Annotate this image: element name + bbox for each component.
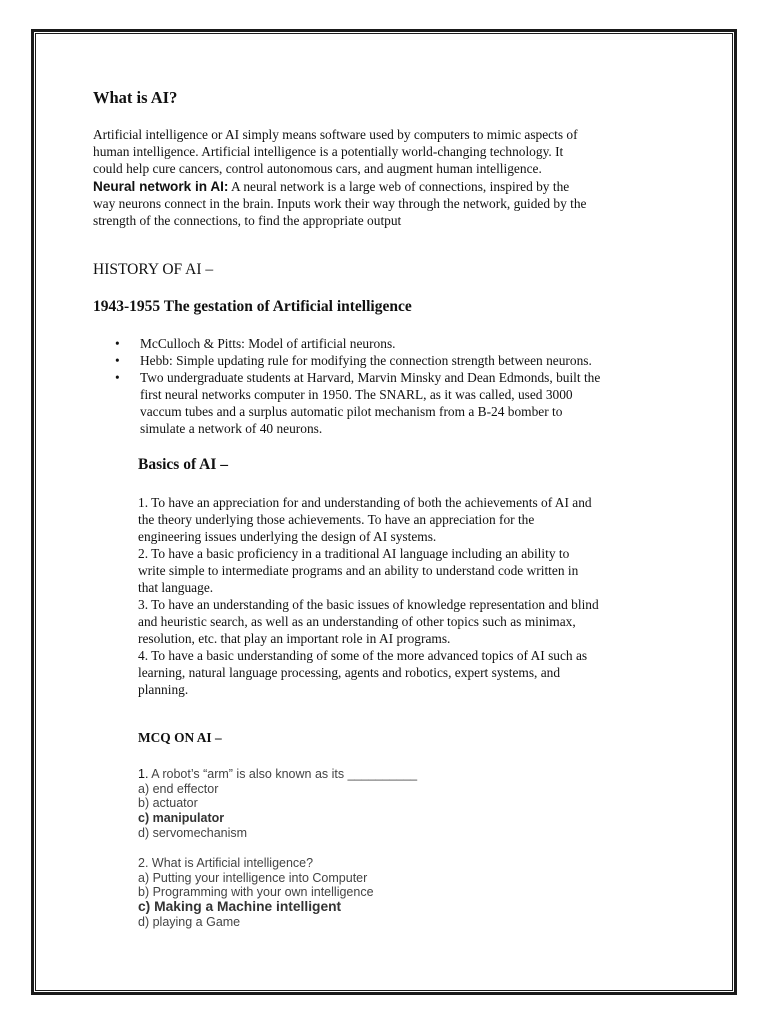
answer-option: a) Putting your intelligence into Computer — [138, 870, 368, 885]
basics-line: and heuristic search, as well as an understanding of other topics such as minimax, — [138, 614, 576, 629]
intro-line: could help cure cancers, control autonomous cars, and augment human intelligence. — [93, 161, 542, 176]
what-is-ai-heading: What is AI? — [93, 88, 178, 107]
answer-option: a) end effector — [138, 781, 219, 796]
basics-line: resolution, etc. that play an important role in AI programs. — [138, 631, 451, 646]
neural-line: way neurons connect in the brain. Inputs work their way through the network, guided by the — [93, 196, 587, 211]
mcq-heading: MCQ ON AI – — [138, 730, 222, 745]
answer-option-correct: c) manipulator — [138, 811, 225, 826]
history-heading: HISTORY OF AI – — [93, 261, 214, 278]
answer-option: b) Programming with your own intelligence — [138, 885, 374, 900]
question-text: 2. What is Artificial intelligence? — [138, 856, 314, 870]
bullet-line: Hebb: Simple updating rule for modifying the connection strength between neurons. — [140, 353, 592, 368]
neural-first-line — [93, 178, 678, 195]
basics-line: the theory underlying those achievements. To have an appreciation for the — [138, 512, 535, 527]
basics-line: learning, natural language processing, agents and robotics, expert systems, and — [138, 665, 561, 680]
basics-paragraph — [138, 494, 683, 698]
intro-paragraph — [93, 126, 663, 177]
neural-network-paragraph — [93, 178, 678, 229]
answer-option: d) servomechanism — [138, 825, 248, 840]
bullet-icon: • — [115, 353, 120, 368]
intro-line: Artificial intelligence or AI simply means software used by computers to mimic aspects of — [93, 127, 578, 142]
gestation-heading: 1943-1955 The gestation of Artificial intelligence — [93, 298, 412, 315]
basics-line: planning. — [138, 682, 189, 697]
bullet-icon: • — [115, 370, 120, 385]
basics-heading: Basics of AI – — [138, 456, 228, 473]
basics-line: write simple to intermediate programs and an ability to understand code written in — [138, 563, 579, 578]
basics-line: 3. To have an understanding of the basic issues of knowledge representation and blind — [138, 597, 599, 612]
mcq-question-2 — [138, 856, 658, 930]
neural-first-text: A neural network is a large web of connections, inspired by the — [228, 179, 570, 194]
bullet-line: simulate a network of 40 neurons. — [140, 421, 323, 436]
answer-option-correct: c) Making a Machine intelligent — [138, 899, 342, 915]
bullet-line: first neural networks computer in 1950. The SNARL, as it was called, used 3000 — [140, 387, 573, 402]
basics-line: 2. To have a basic proficiency in a traditional AI language including an ability to — [138, 546, 570, 561]
bullet-icon: • — [115, 336, 120, 351]
bullet-line: vaccum tubes and a surplus automatic pilot mechanism from a B-24 bomber to — [140, 404, 563, 419]
question-number: 1. — [138, 767, 149, 781]
history-bullet-list — [115, 335, 685, 437]
basics-line: 4. To have a basic understanding of some of the more advanced topics of AI such as — [138, 648, 588, 663]
question-body: A robot’s “arm” is also known as its __________ — [148, 767, 418, 781]
list-item — [115, 335, 685, 352]
mcq-question-1 — [138, 767, 658, 841]
answer-option: d) playing a Game — [138, 914, 241, 929]
intro-line: human intelligence. Artificial intelligence is a potentially world-changing technology. It — [93, 144, 564, 159]
bullet-line: McCulloch & Pitts: Model of artificial neurons. — [140, 336, 396, 351]
basics-line: engineering issues underlying the design of AI systems. — [138, 529, 437, 544]
bullet-line: Two undergraduate students at Harvard, Marvin Minsky and Dean Edmonds, built the — [140, 370, 601, 385]
list-item — [115, 352, 685, 369]
basics-line: 1. To have an appreciation for and understanding of both the achievements of AI and — [138, 495, 592, 510]
neural-line: strength of the connections, to find the appropriate output — [93, 213, 402, 228]
neural-network-label: Neural network in AI: — [93, 179, 229, 194]
list-item — [115, 369, 685, 437]
basics-line: that language. — [138, 580, 214, 595]
answer-option: b) actuator — [138, 796, 198, 811]
question-text — [138, 767, 658, 782]
